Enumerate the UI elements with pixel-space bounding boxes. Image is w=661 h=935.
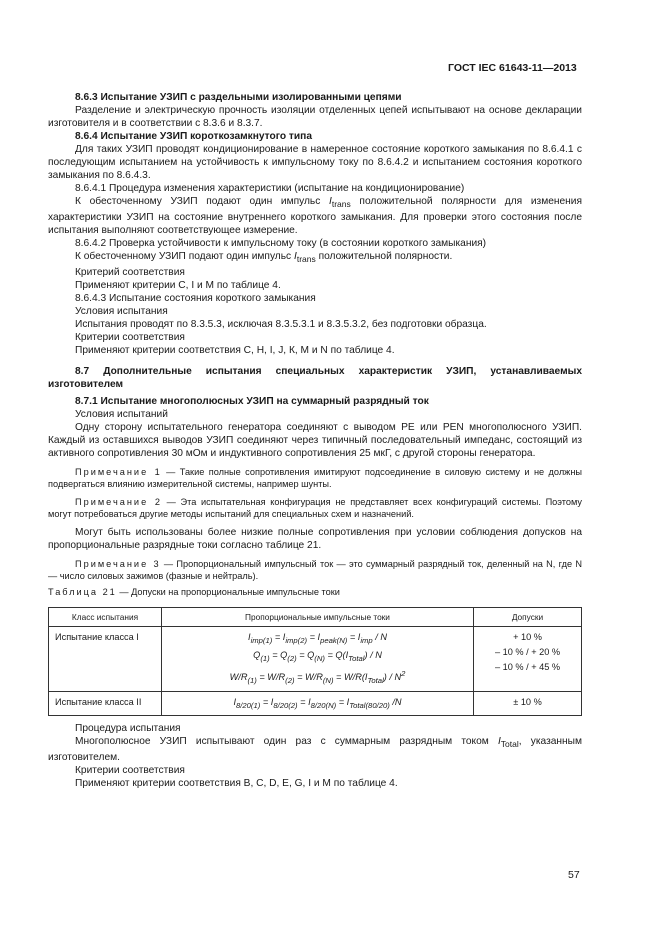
paragraph: К обесточенному УЗИП подают один импульс $I_{trans}$ положительной полярности для изменения характеристики УЗИП на состояние внутреннего короткого замыкания. Для проверки этого состояния после испытания выполняют соответствующее измерение. bbox=[48, 196, 582, 237]
paragraph: Применяют критерии соответствия С, Н, I, J, К, М и N по таблице 4. bbox=[75, 345, 395, 357]
column-header: Пропорциональные импульсные токи bbox=[162, 608, 474, 627]
label: Условия испытания bbox=[75, 306, 168, 318]
heading-8-7-1: 8.7.1 Испытание многополюсных УЗИП на суммарный разрядный ток bbox=[75, 396, 429, 408]
subheading-8-6-4-2: 8.6.4.2 Проверка устойчивости к импульсному току (в состоянии короткого замыкания) bbox=[75, 238, 487, 250]
class-cell: Испытание класса I bbox=[49, 627, 162, 692]
note-3: Примечание 3 — Пропорциональный импульсный ток — это суммарный разрядный ток, деленный на N, где N — число силовых зажимов (фазные и нейтраль). bbox=[48, 559, 582, 582]
table-21 bbox=[48, 607, 582, 716]
paragraph: Применяют критерии С, I и М по таблице 4. bbox=[75, 280, 281, 292]
table-row bbox=[49, 627, 582, 692]
paragraph: Испытания проводят по 8.3.5.3, исключая 8.3.5.3.1 и 8.3.5.3.2, без подготовки образца. bbox=[75, 319, 487, 331]
column-header: Класс испытания bbox=[49, 608, 162, 627]
label: Критерии соответствия bbox=[75, 332, 185, 344]
page-body bbox=[48, 91, 582, 790]
note-1: Примечание 1 — Такие полные сопротивления имитируют подсоединение в силовую систему и не должны подвергаться влиянию измерительной системы, например шунты. bbox=[48, 467, 583, 490]
paragraph: Для таких УЗИП проводят кондиционирование в намеренное состояние короткого замыкания по 8.6.4.1 с последующим испытанием на устойчивость к импульсному току по 8.6.4.2 и испытанием состояния короткого замыкания по 8.6.4.3. bbox=[48, 144, 582, 181]
paragraph: Многополюсное УЗИП испытывают один раз с суммарным разрядным током $I_{Total}$, указанным изготовителем. bbox=[48, 736, 582, 764]
table-header-row bbox=[49, 608, 582, 627]
heading-8-7: 8.7 Дополнительные испытания специальных характеристик УЗИП, устанавливаемых изготовителем bbox=[48, 366, 582, 391]
paragraph: К обесточенному УЗИП подают один импульс $I_{trans}$ положительной полярности. bbox=[75, 251, 453, 265]
column-header: Допуски bbox=[474, 608, 582, 627]
label: Процедура испытания bbox=[75, 723, 181, 735]
heading-8-6-3: 8.6.3 Испытание УЗИП с раздельными изолированными цепями bbox=[75, 92, 402, 103]
document-id: ГОСТ IEC 61643-11—2013 bbox=[448, 62, 577, 74]
tolerance-cell: + 10 % – 10 % / + 20 % – 10 % / + 45 % bbox=[474, 627, 582, 692]
note-2: Примечание 2 — Эта испытательная конфигурация не представляет всех конфигураций системы. Поэтому могут потребоваться другие методы испытаний для специальных схем и назначений. bbox=[48, 497, 582, 520]
paragraph: Одну сторону испытательного генератора соединяют с выводом РЕ или PEN многополюсного УЗИП. Каждый из оставшихся выводов УЗИП соединяют через типичный последовательный импеданс, состоящий из активного сопротивления 30 мОм и индуктивного сопротивления 25 мкГ, с другой стороны генератора. bbox=[48, 422, 582, 460]
table-caption: Таблица 21 — Допуски на пропорциональные импульсные токи bbox=[48, 587, 340, 598]
paragraph: Могут быть использованы более низкие полные сопротивления при условии соблюдения допусков на пропорциональные разрядные токи согласно таблице 21. bbox=[48, 527, 582, 552]
label: Условия испытаний bbox=[75, 409, 168, 421]
formula-cell: $I_{8/20(1)} = I_{8/20(2)} = I_{8/20(N)} = I_{Total(80/20)}$ /N bbox=[162, 691, 474, 716]
class-cell: Испытание класса II bbox=[49, 691, 162, 716]
paragraph: Применяют критерии соответствия В, С, D, Е, G, I и М по таблице 4. bbox=[75, 778, 398, 790]
subheading-8-6-4-3: 8.6.4.3 Испытание состояния короткого замыкания bbox=[75, 293, 316, 305]
label: Критерии соответствия bbox=[75, 765, 185, 777]
page-number: 57 bbox=[568, 869, 580, 881]
tolerance-cell: ± 10 % bbox=[474, 691, 582, 716]
paragraph: Разделение и электрическую прочность изоляции отделенных цепей испытывают на основе декларации изготовителя и в соответствии с 8.3.6 и 8.3.7. bbox=[48, 105, 582, 129]
label: Критерий соответствия bbox=[75, 267, 185, 279]
subheading-8-6-4-1: 8.6.4.1 Процедура изменения характеристики (испытание на кондиционирование) bbox=[75, 183, 465, 194]
formula-cell: $I_{imp(1)} = I_{imp(2)} = I_{peak(N)} = I_{imp} / N$ $Q_{(1)} = Q_{(2)} = Q_{(N)} = Q(I_{Total}) / N$ $W/R_{(1)} = W/R_{(2)} = W/R_{(N)} = W/R(I_{Total}) / N^2$ bbox=[162, 627, 474, 692]
table-row bbox=[49, 691, 582, 716]
heading-8-6-4: 8.6.4 Испытание УЗИП короткозамкнутого типа bbox=[75, 131, 312, 142]
